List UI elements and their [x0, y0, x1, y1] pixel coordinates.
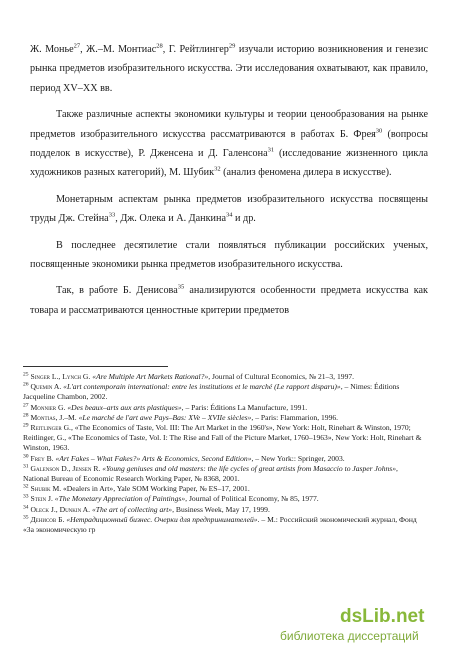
- footnote-34: $^{34}$ Oleck J., Dunkin A. «The art of collecting art», Business Week, May 17, 1999.: [23, 504, 270, 514]
- footnote-ref-27[interactable]: 27: [73, 42, 81, 50]
- watermark-logo[interactable]: dsLib.net: [340, 606, 425, 627]
- footnote-ref-31[interactable]: 31: [267, 146, 275, 154]
- paragraph-4: В последнее десятилетие стали появляться публикации российских ученых, посвященные экономики рынка предметов изобразительного искусства.: [30, 239, 428, 271]
- paragraph-2: Также различные аспекты экономики культуры и теории ценообразования на рынке предметов изобразительного искусства рассматриваются в работах Б. Фрея$^{30}$ (вопросы подделок в искусстве), Р. Дженсена и Д. Галенсона$^{31}$ (исследование жизненного цикла художников разных категорий), М. Шубик$^{32}$ (анализ феномена дилера в искусстве).: [30, 109, 428, 179]
- footnote-35: $^{35}$ Денисов Б. «Нетрадиционный бизнес. Очерки для предпринимателей». – М.: Российский экономический журнал, Фонд «За экономическую гр: [23, 514, 417, 535]
- footnote-31: $^{31}$ Galenson D., Jensen R. «Young geniuses and old masters: the life cycles of great artists from Masaccio to Jasper Johns», National Bureau of Economic Research Working Paper, № 8368, 2001.: [23, 463, 398, 484]
- footnote-25: $^{25}$ Singer L., Lynch G. «Are Multiple Art Markets Rational?», Journal of Cultural Economics, № 21–3, 1997.: [23, 371, 355, 381]
- footnote-ref-35[interactable]: 35: [177, 284, 185, 292]
- footnote-32: $^{32}$ Shubik M. «Dealers in Art», Yale SOM Working Paper, № ES–17, 2001.: [23, 483, 250, 494]
- footnote-29: $^{29}$ Reitlinger G., «The Economics of Taste, Vol. III: The Art Market in the 1960's», New York: Holt, Rinehart & Winston, 1970; Reitlinger, G., «The Economics of Taste, Vol. I: The Rise and Fall of the Picture Market, 1760–1963», New York: Holt, Rinehart & Winston, 1963.: [23, 422, 422, 453]
- footnotes: [23, 372, 423, 535]
- footnote-30: $^{30}$ Frey B. «Art Fakes – What Fakes?» Arts & Economics, Second Edition», – New York:: Springer, 2003.: [23, 453, 345, 463]
- footnote-33: $^{33}$ Stein J. «The Monetary Appreciation of Paintings», Journal of Political Economy, № 85, 1977.: [23, 493, 319, 504]
- paragraph-3: Монетарным аспектам рынка предметов изобразительного искусства посвящены труды Дж. Стейна$^{33}$, Дж. Олека и А. Данкина$^{34}$ и др.: [30, 193, 428, 225]
- footnote-ref-28[interactable]: 28: [156, 42, 163, 50]
- footnote-ref-34[interactable]: 34: [225, 211, 233, 219]
- main-text: [30, 40, 428, 327]
- paragraph-1: Ж. Монье$^{27}$, Ж.–М. Монтиас$^{28}$, Г. Рейтлингер$^{29}$ изучали историю возникновения и генезис рынка предметов изобразительного искусства. Эти исследования охватывают, как правило, период XV–XX вв.: [30, 42, 429, 94]
- footnote-ref-33[interactable]: 33: [108, 211, 116, 219]
- footnote-27: $^{27}$ Monnier G. «Des beaux–arts aux arts plastiques», – Paris: Éditions La Manufacture, 1991.: [23, 402, 308, 412]
- footnote-separator: [23, 366, 168, 367]
- footnote-28: $^{28}$ Montias, J.–M. «Le marché de l'art awe Pays–Bas: XVe – XVIIe siècles», – Paris: Flammarion, 1996.: [23, 412, 339, 422]
- footnote-ref-29[interactable]: 29: [228, 42, 236, 50]
- paragraph-5: Так, в работе Б. Денисова$^{35}$ анализируются особенности предмета искусства как товара и рассматриваются ценностные критерии предметов: [30, 284, 428, 316]
- footnote-ref-30[interactable]: 30: [375, 127, 383, 135]
- footnote-ref-32[interactable]: 32: [214, 166, 221, 174]
- footnote-26: $^{26}$ Quemin A. «L'art contemporain international: entre les institutions et le marché (Le rapport disparu)», – Nimes: Éditions Jacqueline Chambon, 2002.: [23, 381, 400, 402]
- watermark-subtitle: библиотека диссертаций: [280, 629, 419, 643]
